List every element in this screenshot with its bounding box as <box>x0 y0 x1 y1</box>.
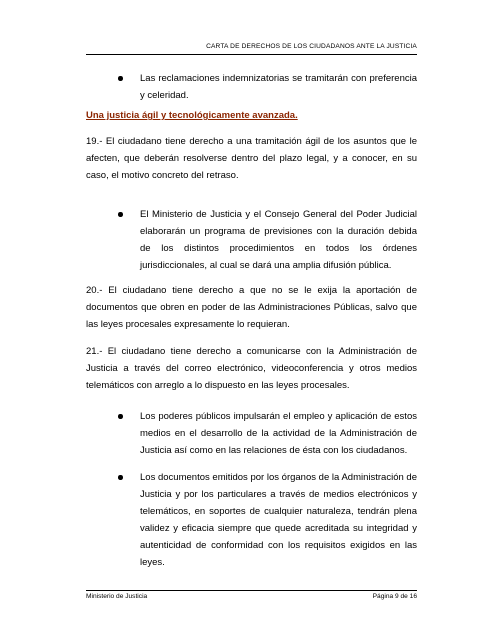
bullet-icon <box>118 475 123 480</box>
bullet-text: Los documentos emitidos por los órganos de la Administración de Justicia y por los particulares a través de medios electrónicos y telemáticos, en soportes de cualquier naturaleza, tendrán plena validez y eficacia siempre que quede acreditada su integridad y autenticidad de conformidad con los requisitos exigidos en las leyes. <box>140 472 417 568</box>
paragraph-19: 19.- El ciudadano tiene derecho a una tramitación ágil de los asuntos que le afecten, que deberán resolverse dentro del plazo legal, y a conocer, en su caso, el motivo concreto del retraso. <box>86 136 417 181</box>
bullet-item-preference <box>140 70 417 104</box>
bullet-item-documents <box>140 469 417 571</box>
bullet-item-public-powers <box>140 408 417 459</box>
bullet-icon <box>118 76 123 81</box>
bullet-icon <box>118 414 123 419</box>
paragraph-21: 21.- El ciudadano tiene derecho a comunicarse con la Administración de Justicia a través del correo electrónico, videoconferencia y otros medios telemáticos con arreglo a lo dispuesto en las leyes procesales. <box>86 346 417 391</box>
footer-page-number: Página 9 de 16 <box>372 593 417 600</box>
section-heading: Una justicia ágil y tecnológicamente avanzada. <box>86 110 298 121</box>
footer-ministry: Ministerio de Justicia <box>86 593 148 600</box>
paragraph-20: 20.- El ciudadano tiene derecho a que no se le exija la aportación de documentos que obren en poder de las Administraciones Públicas, salvo que las leyes procesales expresamente lo requieran. <box>86 285 417 330</box>
bullet-text: Las reclamaciones indemnizatorias se tramitarán con preferencia y celeridad. <box>140 73 417 101</box>
bullet-item-program <box>140 206 417 274</box>
footer-divider <box>86 590 417 591</box>
bullet-text: Los poderes públicos impulsarán el empleo y aplicación de estos medios en el desarrollo de la actividad de la Administración de Justicia así como en las relaciones de ésta con los ciudadanos. <box>140 411 417 456</box>
bullet-text: El Ministerio de Justicia y el Consejo General del Poder Judicial elaborarán un programa de previsiones con la duración debida de los distintos procedimientos en todos los órdenes jurisdiccionales, al cual se dará una amplia difusión pública. <box>140 209 417 271</box>
header-divider <box>86 54 417 55</box>
page-header-title: CARTA DE DERECHOS DE LOS CIUDADANOS ANTE LA JUSTICIA <box>206 43 417 50</box>
bullet-icon <box>118 212 123 217</box>
